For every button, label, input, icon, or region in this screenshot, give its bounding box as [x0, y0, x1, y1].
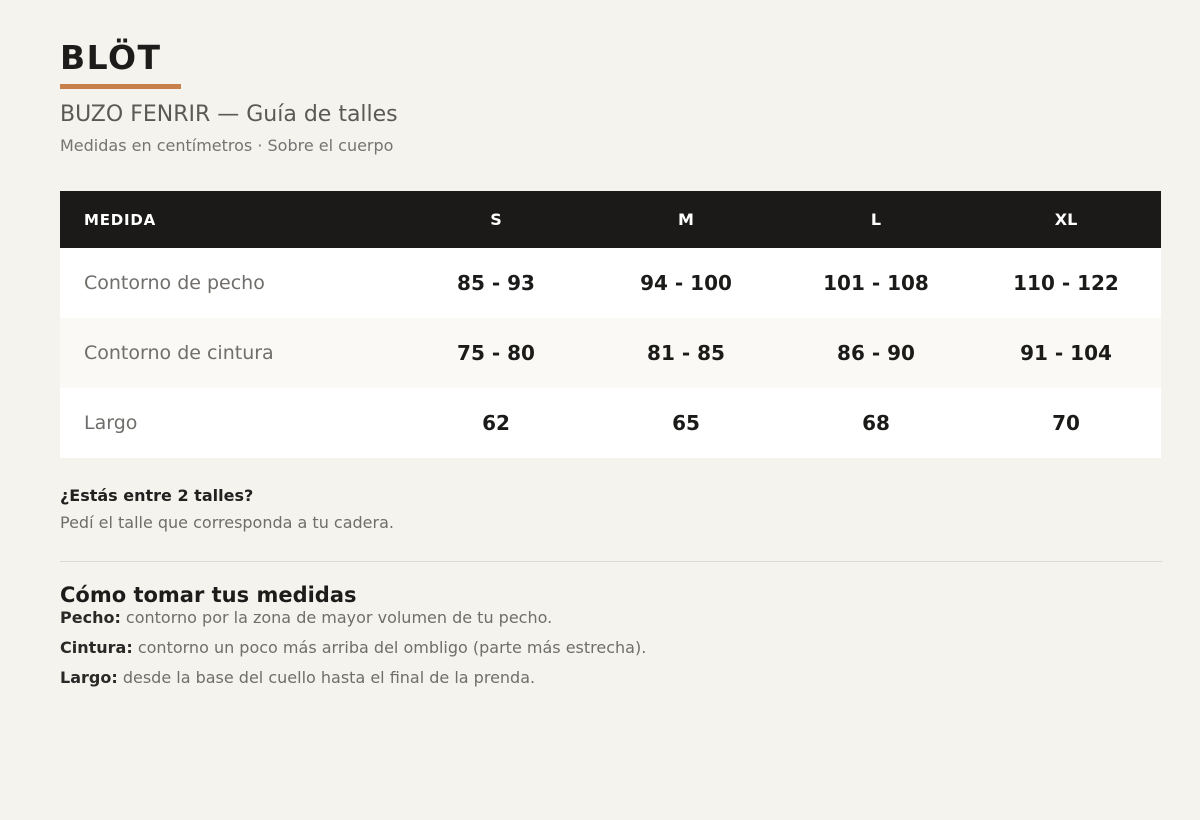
between-sizes-answer: Pedí el talle que corresponda a tu cadera.	[60, 513, 394, 532]
table-row	[60, 248, 1161, 318]
cell-pecho-m: 94 - 100	[640, 271, 732, 295]
howto-item-pecho	[60, 608, 1200, 628]
row-label-pecho: Contorno de pecho	[84, 272, 265, 294]
cell-largo-s: 62	[482, 411, 510, 435]
column-header-m: M	[678, 210, 694, 229]
row-label-largo: Largo	[84, 412, 138, 434]
cell-cintura-l: 86 - 90	[837, 341, 915, 365]
brand-title: BLÖT	[60, 38, 162, 77]
measurement-note: Medidas en centímetros · Sobre el cuerpo	[60, 136, 394, 155]
howto-title: Cómo tomar tus medidas	[60, 583, 357, 607]
between-sizes-question: ¿Estás entre 2 talles?	[60, 486, 254, 505]
between-sizes-tip	[60, 486, 1200, 534]
cell-pecho-xl: 110 - 122	[1013, 271, 1119, 295]
row-label-cintura: Contorno de cintura	[84, 342, 274, 364]
column-header-l: L	[870, 210, 882, 229]
cell-pecho-l: 101 - 108	[823, 271, 929, 295]
howto-term-pecho: Pecho:	[60, 608, 121, 627]
cell-cintura-s: 75 - 80	[457, 341, 535, 365]
cell-cintura-xl: 91 - 104	[1020, 341, 1112, 365]
howto-description-cintura: contorno un poco más arriba del ombligo (parte más estrecha).	[132, 638, 647, 657]
table-row	[60, 318, 1161, 388]
cell-largo-xl: 70	[1052, 411, 1080, 435]
size-chart-table	[60, 191, 1161, 458]
column-header-xl: XL	[1054, 210, 1078, 229]
howto-item-largo	[60, 668, 1200, 688]
howto-description-pecho: contorno por la zona de mayor volumen de tu pecho.	[120, 608, 553, 627]
cell-pecho-s: 85 - 93	[457, 271, 535, 295]
column-header-s: S	[490, 210, 502, 229]
howto-term-largo: Largo:	[60, 668, 118, 687]
cell-largo-m: 65	[672, 411, 700, 435]
cell-cintura-m: 81 - 85	[647, 341, 725, 365]
howto-term-cintura: Cintura:	[60, 638, 133, 657]
brand-accent-underline	[60, 84, 181, 89]
table-row	[60, 388, 1161, 458]
product-subtitle: BUZO FENRIR — Guía de talles	[60, 102, 398, 127]
table-header-row	[60, 191, 1161, 248]
howto-item-cintura	[60, 638, 1200, 658]
section-divider	[60, 561, 1162, 562]
cell-largo-l: 68	[862, 411, 890, 435]
size-guide-page	[0, 38, 1200, 688]
column-header-medida: MEDIDA	[84, 210, 157, 229]
howto-description-largo: desde la base del cuello hasta el final de la prenda.	[117, 668, 536, 687]
